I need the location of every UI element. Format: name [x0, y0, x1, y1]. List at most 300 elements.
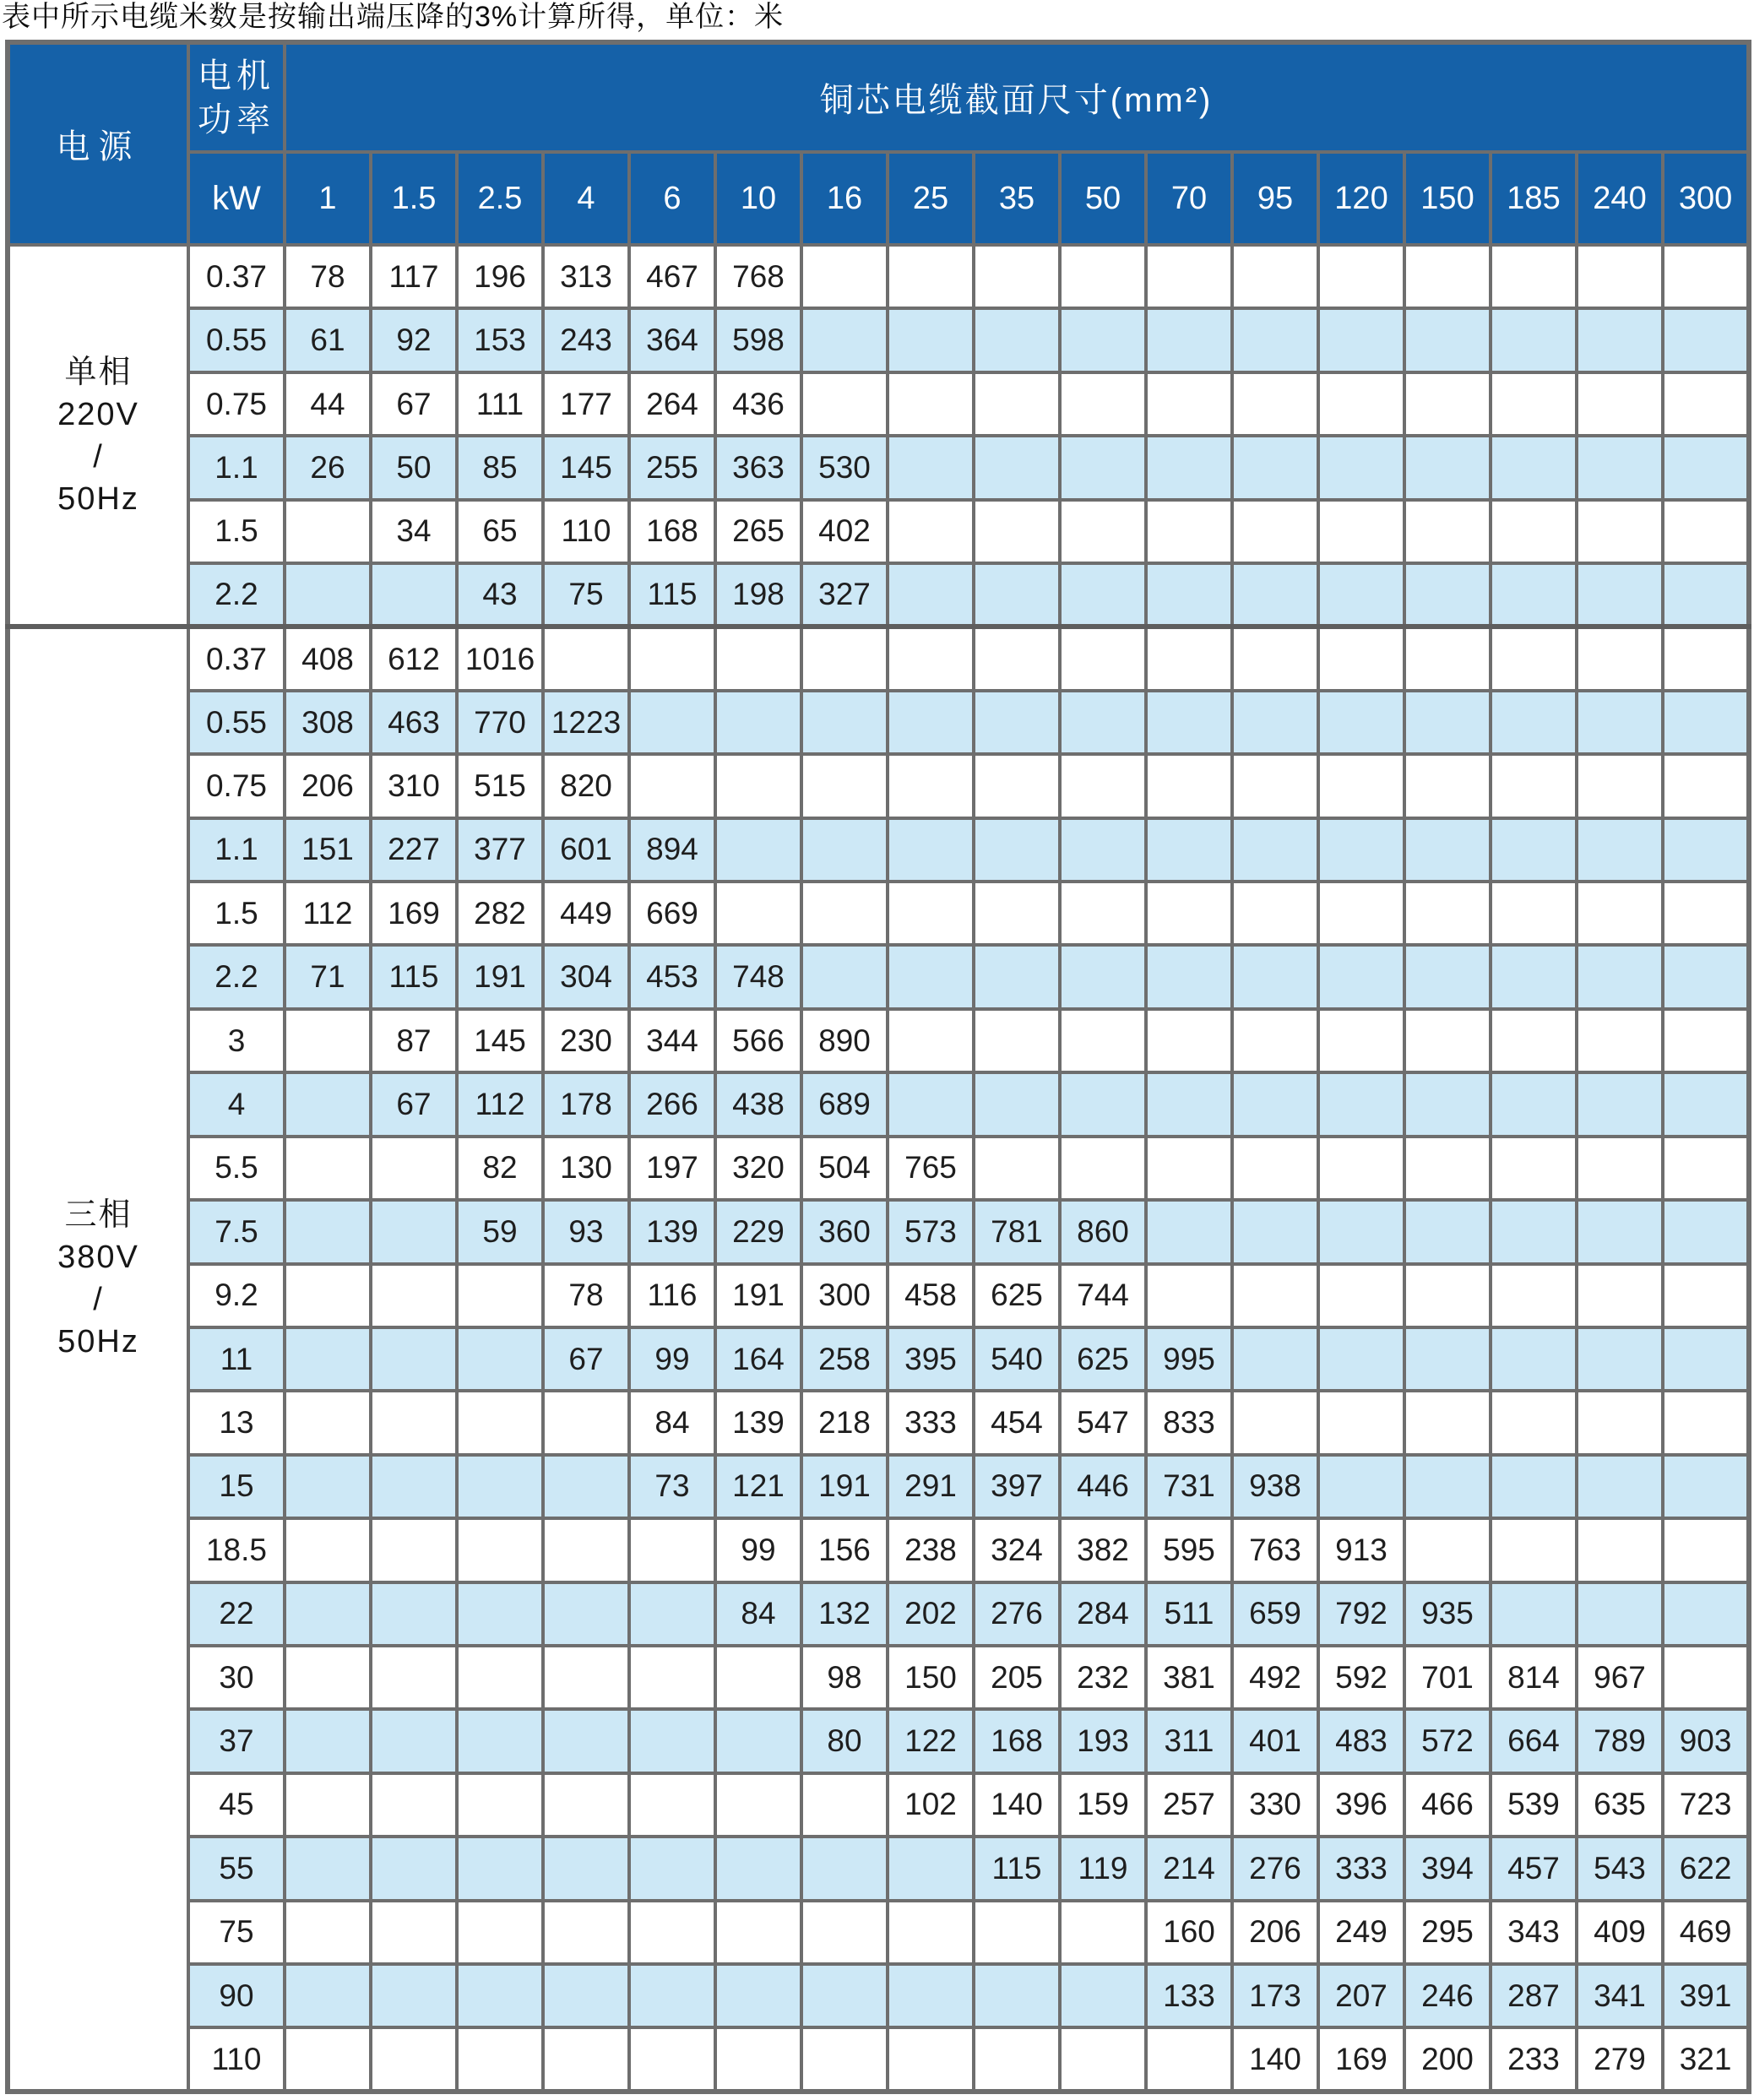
cable-length-cell: 177 — [543, 372, 629, 436]
cable-length-cell — [1491, 1200, 1577, 1263]
table-row — [8, 1646, 1749, 1709]
cable-length-cell — [1404, 563, 1491, 627]
cable-length-cell — [715, 754, 801, 817]
cable-length-cell — [371, 1264, 457, 1327]
table-row — [8, 1964, 1749, 2027]
cable-length-cell — [801, 1964, 888, 2027]
cable-length-cell — [1663, 245, 1749, 308]
cable-length-cell — [1060, 882, 1146, 945]
cable-length-cell — [1318, 500, 1404, 563]
table-row — [8, 372, 1749, 436]
power-source-line: / — [93, 1281, 104, 1317]
cable-length-cell — [629, 1582, 715, 1646]
power-source-line: / — [93, 438, 104, 475]
cable-length-cell: 333 — [1318, 1837, 1404, 1900]
cable-length-cell — [1060, 2027, 1146, 2092]
cable-length-cell: 132 — [801, 1582, 888, 1646]
cable-length-cell — [1404, 818, 1491, 882]
cable-length-cell — [1232, 500, 1318, 563]
cable-length-cell: 467 — [629, 245, 715, 308]
cable-length-cell — [1491, 436, 1577, 499]
cable-length-cell: 492 — [1232, 1646, 1318, 1709]
cable-length-cell: 65 — [457, 500, 543, 563]
cable-length-cell: 59 — [457, 1200, 543, 1263]
cable-length-cell: 789 — [1577, 1709, 1663, 1772]
cable-length-cell — [457, 1518, 543, 1582]
cable-length-cell: 115 — [629, 563, 715, 627]
cable-length-cell — [285, 500, 371, 563]
cable-length-cell: 84 — [715, 1582, 801, 1646]
cable-length-cell — [888, 2027, 974, 2092]
cable-length-cell: 377 — [457, 818, 543, 882]
cable-length-cell: 768 — [715, 245, 801, 308]
cable-length-cell — [1491, 1582, 1577, 1646]
cable-length-cell: 50 — [371, 436, 457, 499]
cable-length-cell: 43 — [457, 563, 543, 627]
cable-length-cell: 765 — [888, 1137, 974, 1200]
unit-header-cell: kW — [188, 152, 285, 245]
cable-length-cell: 454 — [974, 1391, 1060, 1454]
cable-length-cell — [1232, 818, 1318, 882]
cable-length-cell: 395 — [888, 1327, 974, 1391]
cable-length-cell — [1318, 1327, 1404, 1391]
cable-length-cell: 71 — [285, 945, 371, 1008]
cable-length-cell — [371, 2027, 457, 2092]
cable-length-cell — [1318, 945, 1404, 1008]
size-header-cell: 1 — [285, 152, 371, 245]
cable-length-cell — [371, 1391, 457, 1454]
cable-length-cell: 168 — [629, 500, 715, 563]
cable-length-cell — [888, 818, 974, 882]
cable-length-cell — [1577, 245, 1663, 308]
cable-length-cell: 93 — [543, 1200, 629, 1263]
cable-length-cell — [888, 1837, 974, 1900]
cable-length-cell — [1663, 563, 1749, 627]
cable-length-cell: 625 — [1060, 1327, 1146, 1391]
cable-length-cell — [888, 308, 974, 372]
cable-length-cell — [1404, 1137, 1491, 1200]
cable-length-cell — [1318, 245, 1404, 308]
cable-length-cell — [371, 1837, 457, 1900]
cable-length-cell: 967 — [1577, 1646, 1663, 1709]
cable-length-cell — [285, 1773, 371, 1837]
cable-length-cell: 111 — [457, 372, 543, 436]
cable-length-cell: 110 — [543, 500, 629, 563]
cable-length-cell — [1404, 691, 1491, 754]
cable-length-cell: 763 — [1232, 1518, 1318, 1582]
cable-length-cell — [1404, 436, 1491, 499]
cable-length-cell: 279 — [1577, 2027, 1663, 2092]
cable-length-cell — [1663, 1518, 1749, 1582]
cable-length-cell — [1577, 563, 1663, 627]
cable-length-cell — [715, 1709, 801, 1772]
cable-length-cell — [1318, 882, 1404, 945]
cable-length-cell — [1404, 945, 1491, 1008]
cable-length-cell: 233 — [1491, 2027, 1577, 2092]
cable-length-cell — [1663, 1646, 1749, 1709]
cable-length-cell — [371, 1964, 457, 2027]
cable-length-cell — [285, 1391, 371, 1454]
section-title-cell — [285, 42, 1749, 152]
cable-length-cell — [1060, 308, 1146, 372]
cable-length-cell — [371, 1455, 457, 1518]
cable-length-cell — [1060, 1964, 1146, 2027]
cable-length-cell: 230 — [543, 1009, 629, 1072]
table-row — [8, 818, 1749, 882]
motor-power-label-line1: 电机 — [198, 57, 275, 95]
cable-length-cell — [371, 1901, 457, 1964]
cable-length-cell: 145 — [543, 436, 629, 499]
motor-power-value-cell: 110 — [188, 2027, 285, 2092]
cable-length-cell — [285, 1964, 371, 2027]
cable-length-cell — [1318, 1200, 1404, 1263]
cable-length-cell: 635 — [1577, 1773, 1663, 1837]
cable-length-cell — [715, 1773, 801, 1837]
table-row — [8, 2027, 1749, 2092]
cable-length-cell: 78 — [285, 245, 371, 308]
cable-length-cell: 547 — [1060, 1391, 1146, 1454]
cable-length-cell — [1146, 627, 1232, 690]
table-row — [8, 245, 1749, 308]
cable-length-cell — [1146, 308, 1232, 372]
table-row — [8, 1582, 1749, 1646]
cable-length-cell — [1146, 818, 1232, 882]
cable-length-cell — [1491, 500, 1577, 563]
cable-length-cell: 229 — [715, 1200, 801, 1263]
size-header-cell: 16 — [801, 152, 888, 245]
cable-length-cell: 622 — [1663, 1837, 1749, 1900]
cable-length-cell — [1491, 1518, 1577, 1582]
power-source-line: 三相 — [64, 1197, 133, 1233]
header-row-sizes — [8, 152, 1749, 245]
cable-length-cell: 99 — [629, 1327, 715, 1391]
motor-power-value-cell: 0.37 — [188, 245, 285, 308]
cable-length-cell — [888, 372, 974, 436]
cable-length-cell — [1232, 1137, 1318, 1200]
cable-length-cell — [1663, 627, 1749, 690]
cable-length-cell — [1146, 500, 1232, 563]
cable-length-cell — [1491, 754, 1577, 817]
cable-length-cell — [974, 1901, 1060, 1964]
cable-length-cell: 601 — [543, 818, 629, 882]
motor-power-value-cell: 75 — [188, 1901, 285, 1964]
power-source-cell — [8, 245, 188, 627]
cable-length-cell — [1404, 500, 1491, 563]
cable-length-cell — [888, 1901, 974, 1964]
cable-length-cell: 98 — [801, 1646, 888, 1709]
cable-length-cell: 164 — [715, 1327, 801, 1391]
cable-length-cell — [371, 563, 457, 627]
table-row — [8, 1264, 1749, 1327]
size-header-cell: 70 — [1146, 152, 1232, 245]
cable-length-cell: 207 — [1318, 1964, 1404, 2027]
cable-length-cell — [1146, 1009, 1232, 1072]
table-row — [8, 436, 1749, 499]
cable-length-cell: 238 — [888, 1518, 974, 1582]
cable-length-cell — [1318, 308, 1404, 372]
cable-length-cell — [1491, 1391, 1577, 1454]
cable-length-cell: 84 — [629, 1391, 715, 1454]
cable-length-cell: 300 — [801, 1264, 888, 1327]
cable-length-cell — [974, 372, 1060, 436]
cable-length-cell — [1232, 1264, 1318, 1327]
motor-power-value-cell: 2.2 — [188, 945, 285, 1008]
cable-length-cell — [1491, 245, 1577, 308]
cable-length-cell — [1404, 754, 1491, 817]
cable-length-cell — [1404, 1327, 1491, 1391]
cable-length-cell — [457, 1964, 543, 2027]
cable-length-cell — [629, 627, 715, 690]
cable-length-cell: 781 — [974, 1200, 1060, 1263]
cable-length-cell: 191 — [457, 945, 543, 1008]
cable-length-cell — [888, 1009, 974, 1072]
table-row — [8, 1391, 1749, 1454]
cable-length-cell — [715, 2027, 801, 2092]
cable-length-cell: 504 — [801, 1137, 888, 1200]
cable-length-cell: 121 — [715, 1455, 801, 1518]
cable-length-cell: 381 — [1146, 1646, 1232, 1709]
cable-length-cell: 792 — [1318, 1582, 1404, 1646]
cable-length-cell: 112 — [285, 882, 371, 945]
cable-length-cell — [1577, 1518, 1663, 1582]
cable-length-cell: 573 — [888, 1200, 974, 1263]
cable-length-cell — [1060, 372, 1146, 436]
cable-length-cell — [1663, 500, 1749, 563]
power-source-line: 220V — [57, 396, 139, 432]
motor-power-value-cell: 45 — [188, 1773, 285, 1837]
cable-length-cell — [543, 1518, 629, 1582]
cable-length-cell — [974, 882, 1060, 945]
cable-length-cell: 255 — [629, 436, 715, 499]
cable-length-cell: 324 — [974, 1518, 1060, 1582]
cable-length-cell: 321 — [1663, 2027, 1749, 2092]
cable-length-cell: 463 — [371, 691, 457, 754]
cable-length-cell — [1232, 1391, 1318, 1454]
cable-length-cell — [1404, 1518, 1491, 1582]
cable-length-cell — [1146, 372, 1232, 436]
cable-length-cell — [974, 627, 1060, 690]
cable-length-cell: 150 — [888, 1646, 974, 1709]
size-header-cell: 95 — [1232, 152, 1318, 245]
size-header-cell: 185 — [1491, 152, 1577, 245]
cable-length-cell — [715, 691, 801, 754]
cable-length-cell — [1491, 1455, 1577, 1518]
cable-length-cell — [1577, 882, 1663, 945]
cable-length-cell: 258 — [801, 1327, 888, 1391]
size-header-cell: 300 — [1663, 152, 1749, 245]
cable-length-cell: 198 — [715, 563, 801, 627]
cable-length-cell: 214 — [1146, 1837, 1232, 1900]
cable-length-cell — [1577, 1455, 1663, 1518]
power-source-line: 50Hz — [57, 1323, 139, 1359]
cable-length-cell — [974, 691, 1060, 754]
cable-length-cell — [371, 1518, 457, 1582]
cable-length-cell — [1663, 691, 1749, 754]
cable-length-cell — [801, 754, 888, 817]
motor-power-value-cell: 0.75 — [188, 372, 285, 436]
cable-length-cell — [1060, 754, 1146, 817]
cable-length-cell: 341 — [1577, 1964, 1663, 2027]
table-body — [8, 245, 1749, 2092]
cable-length-cell — [1404, 1391, 1491, 1454]
cable-length-cell: 115 — [371, 945, 457, 1008]
cable-length-cell — [629, 1837, 715, 1900]
cable-length-cell: 115 — [974, 1837, 1060, 1900]
cable-length-cell — [1318, 691, 1404, 754]
cable-length-cell: 243 — [543, 308, 629, 372]
cable-length-cell: 87 — [371, 1009, 457, 1072]
cable-length-cell — [543, 1964, 629, 2027]
cable-length-cell — [974, 563, 1060, 627]
cable-length-cell: 153 — [457, 308, 543, 372]
cable-length-cell — [629, 691, 715, 754]
cable-length-cell: 295 — [1404, 1901, 1491, 1964]
cable-length-cell: 1223 — [543, 691, 629, 754]
cable-length-cell: 394 — [1404, 1837, 1491, 1900]
cable-length-cell: 748 — [715, 945, 801, 1008]
cable-length-cell — [1146, 1200, 1232, 1263]
cable-length-cell — [1146, 1072, 1232, 1136]
cable-length-cell: 202 — [888, 1582, 974, 1646]
cable-length-cell: 659 — [1232, 1582, 1318, 1646]
cable-length-cell — [1577, 1264, 1663, 1327]
cable-length-cell: 67 — [371, 1072, 457, 1136]
cable-length-cell — [1232, 436, 1318, 499]
cable-length-cell — [1404, 372, 1491, 436]
table-row — [8, 1455, 1749, 1518]
size-header-cell: 1.5 — [371, 152, 457, 245]
cable-length-cell: 382 — [1060, 1518, 1146, 1582]
size-header-cell: 150 — [1404, 152, 1491, 245]
cable-length-cell — [543, 1837, 629, 1900]
cable-length-cell — [1060, 945, 1146, 1008]
cable-length-cell — [457, 1455, 543, 1518]
motor-power-value-cell: 15 — [188, 1455, 285, 1518]
cable-length-cell: 159 — [1060, 1773, 1146, 1837]
motor-power-value-cell: 37 — [188, 1709, 285, 1772]
cable-length-cell: 938 — [1232, 1455, 1318, 1518]
cable-length-cell — [1577, 1200, 1663, 1263]
cable-length-cell — [801, 818, 888, 882]
cable-length-cell: 539 — [1491, 1773, 1577, 1837]
cable-length-cell — [1577, 1072, 1663, 1136]
motor-power-value-cell: 0.75 — [188, 754, 285, 817]
cable-length-cell: 197 — [629, 1137, 715, 1200]
cable-length-cell — [1232, 1072, 1318, 1136]
cable-length-cell: 364 — [629, 308, 715, 372]
cable-length-cell: 401 — [1232, 1709, 1318, 1772]
cable-length-cell — [543, 1455, 629, 1518]
cable-length-cell — [801, 945, 888, 1008]
cable-length-cell — [1318, 1072, 1404, 1136]
motor-power-value-cell: 22 — [188, 1582, 285, 1646]
cable-length-cell: 313 — [543, 245, 629, 308]
cable-length-cell: 232 — [1060, 1646, 1146, 1709]
cable-length-cell: 160 — [1146, 1901, 1232, 1964]
cable-length-cell: 689 — [801, 1072, 888, 1136]
motor-power-value-cell: 55 — [188, 1837, 285, 1900]
cable-length-cell: 566 — [715, 1009, 801, 1072]
cable-length-cell — [629, 1964, 715, 2027]
motor-power-value-cell: 4 — [188, 1072, 285, 1136]
cable-length-cell — [1663, 1327, 1749, 1391]
cable-length-cell: 122 — [888, 1709, 974, 1772]
cable-length-cell — [285, 563, 371, 627]
table-row — [8, 691, 1749, 754]
cable-length-cell — [1663, 1137, 1749, 1200]
cable-length-cell — [1146, 436, 1232, 499]
cable-length-cell — [1060, 1009, 1146, 1072]
cable-length-cell — [543, 1773, 629, 1837]
cable-length-table — [5, 40, 1751, 2094]
cable-length-cell: 206 — [285, 754, 371, 817]
cable-length-cell: 1016 — [457, 627, 543, 690]
size-header-cell: 2.5 — [457, 152, 543, 245]
cable-length-cell: 99 — [715, 1518, 801, 1582]
power-source-label: 电源 — [56, 128, 141, 166]
cable-length-cell: 572 — [1404, 1709, 1491, 1772]
cable-length-cell: 264 — [629, 372, 715, 436]
cable-length-cell: 169 — [371, 882, 457, 945]
cable-length-cell — [543, 1901, 629, 1964]
cable-length-cell: 396 — [1318, 1773, 1404, 1837]
cable-length-cell — [1146, 563, 1232, 627]
table-row — [8, 754, 1749, 817]
cable-length-cell: 449 — [543, 882, 629, 945]
cable-length-cell — [1318, 1264, 1404, 1327]
cable-length-cell — [888, 627, 974, 690]
cable-length-cell: 543 — [1577, 1837, 1663, 1900]
cable-length-cell — [1491, 1072, 1577, 1136]
cable-length-cell: 330 — [1232, 1773, 1318, 1837]
cable-length-cell — [888, 1072, 974, 1136]
table-note: 表中所示电缆米数是按输出端压降的3%计算所得，单位：米 — [2, 1, 785, 33]
cable-length-cell — [285, 1837, 371, 1900]
power-source-header-cell — [8, 42, 188, 245]
cable-length-cell: 196 — [457, 245, 543, 308]
cable-length-cell — [1318, 563, 1404, 627]
cable-length-cell — [1491, 882, 1577, 945]
cable-length-cell — [1060, 500, 1146, 563]
cable-length-cell — [1232, 308, 1318, 372]
cable-length-cell: 598 — [715, 308, 801, 372]
cable-length-cell — [888, 563, 974, 627]
cable-length-cell: 168 — [974, 1709, 1060, 1772]
cable-length-cell — [801, 1773, 888, 1837]
cable-length-cell: 156 — [801, 1518, 888, 1582]
cable-length-cell: 282 — [457, 882, 543, 945]
power-source-line: 单相 — [64, 354, 133, 390]
cable-length-cell — [371, 1709, 457, 1772]
table-row — [8, 308, 1749, 372]
cable-length-cell — [1491, 818, 1577, 882]
cable-length-cell: 205 — [974, 1646, 1060, 1709]
cable-length-cell: 397 — [974, 1455, 1060, 1518]
cable-length-cell — [1577, 500, 1663, 563]
cable-length-cell — [1232, 372, 1318, 436]
cable-length-cell: 458 — [888, 1264, 974, 1327]
cable-length-cell: 438 — [715, 1072, 801, 1136]
cable-length-cell — [801, 372, 888, 436]
cable-length-cell — [457, 1646, 543, 1709]
cable-length-cell — [1663, 1582, 1749, 1646]
cable-length-cell — [543, 1646, 629, 1709]
cable-length-cell: 102 — [888, 1773, 974, 1837]
cable-length-cell — [1577, 627, 1663, 690]
cable-length-cell — [974, 818, 1060, 882]
motor-power-value-cell: 0.55 — [188, 308, 285, 372]
cable-length-cell — [1404, 1200, 1491, 1263]
